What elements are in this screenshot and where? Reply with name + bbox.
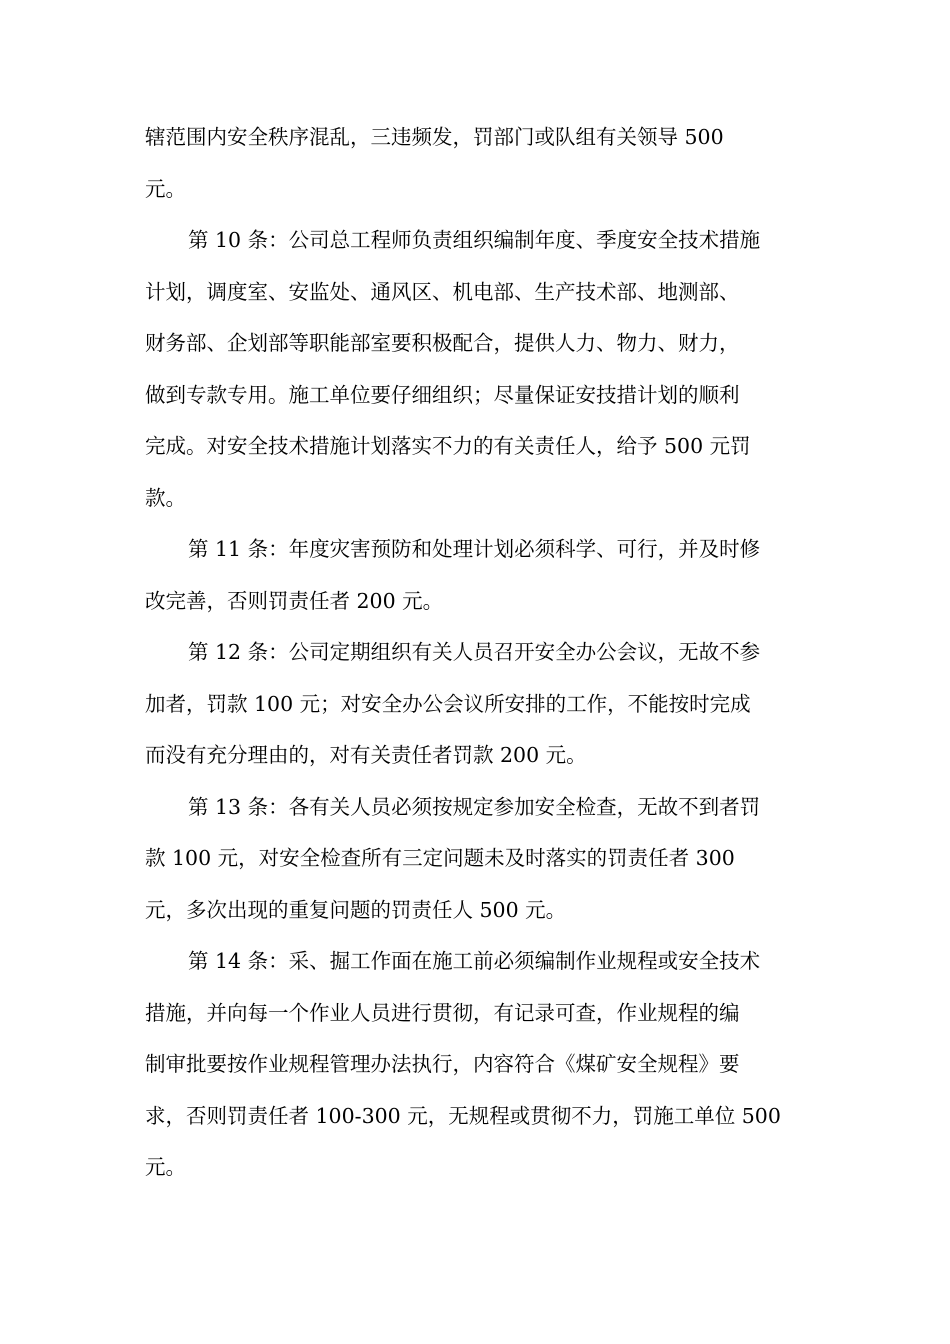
text-line: 改完善，否则罚责任者 200 元。 xyxy=(145,588,444,613)
text-line: 辖范围内安全秩序混乱，三违频发，罚部门或队组有关领导 500 xyxy=(145,125,724,149)
text-line: 元。 xyxy=(145,1155,186,1179)
text-line: 制审批要按作业规程管理办法执行，内容符合《煤矿安全规程》要 xyxy=(145,1052,740,1076)
paragraph-article-11 xyxy=(145,524,805,627)
text-line: 第 13 条：各有关人员必须按规定参加安全检查，无故不到者罚 xyxy=(188,794,761,819)
text-line: 做到专款专用。施工单位要仔细组织；尽量保证安技措计划的顺利 xyxy=(145,382,740,407)
text-line: 加者，罚款 100 元；对安全办公会议所安排的工作，不能按时完成 xyxy=(145,691,751,716)
text-line: 求，否则罚责任者 100-300 元，无规程或贯彻不力，罚施工单位 500 xyxy=(145,1103,781,1128)
text-line: 计划，调度室、安监处、通风区、机电部、生产技术部、地测部、 xyxy=(145,279,740,304)
text-line: 第 12 条：公司定期组织有关人员召开安全办公会议，无故不参 xyxy=(188,640,761,664)
document-body xyxy=(145,112,805,1194)
paragraph-article-12 xyxy=(145,627,805,782)
text-line: 完成。对安全技术措施计划落实不力的有关责任人，给予 500 元罚 xyxy=(145,434,751,458)
text-line: 财务部、企划部等职能部室要积极配合，提供人力、物力、财力， xyxy=(145,331,740,355)
text-line: 第 10 条：公司总工程师负责组织编制年度、季度安全技术措施 xyxy=(188,228,761,252)
text-line: 而没有充分理由的，对有关责任者罚款 200 元。 xyxy=(145,743,587,767)
text-line: 措施，并向每一个作业人员进行贯彻，有记录可查，作业规程的编 xyxy=(145,1000,740,1025)
paragraph-article-14 xyxy=(145,936,805,1194)
text-line: 款 100 元，对安全检查所有三定问题未及时落实的罚责任者 300 xyxy=(145,846,735,870)
paragraph-article-10 xyxy=(145,215,805,524)
text-line: 元。 xyxy=(145,176,186,201)
text-line: 款。 xyxy=(145,485,186,510)
text-line: 第 11 条：年度灾害预防和处理计划必须科学、可行，并及时修 xyxy=(188,537,761,561)
text-line: 第 14 条：采、掘工作面在施工前必须编制作业规程或安全技术 xyxy=(188,949,761,973)
paragraph-continuation xyxy=(145,112,805,215)
text-line: 元，多次出现的重复问题的罚责任人 500 元。 xyxy=(145,897,567,922)
paragraph-article-13 xyxy=(145,782,805,937)
